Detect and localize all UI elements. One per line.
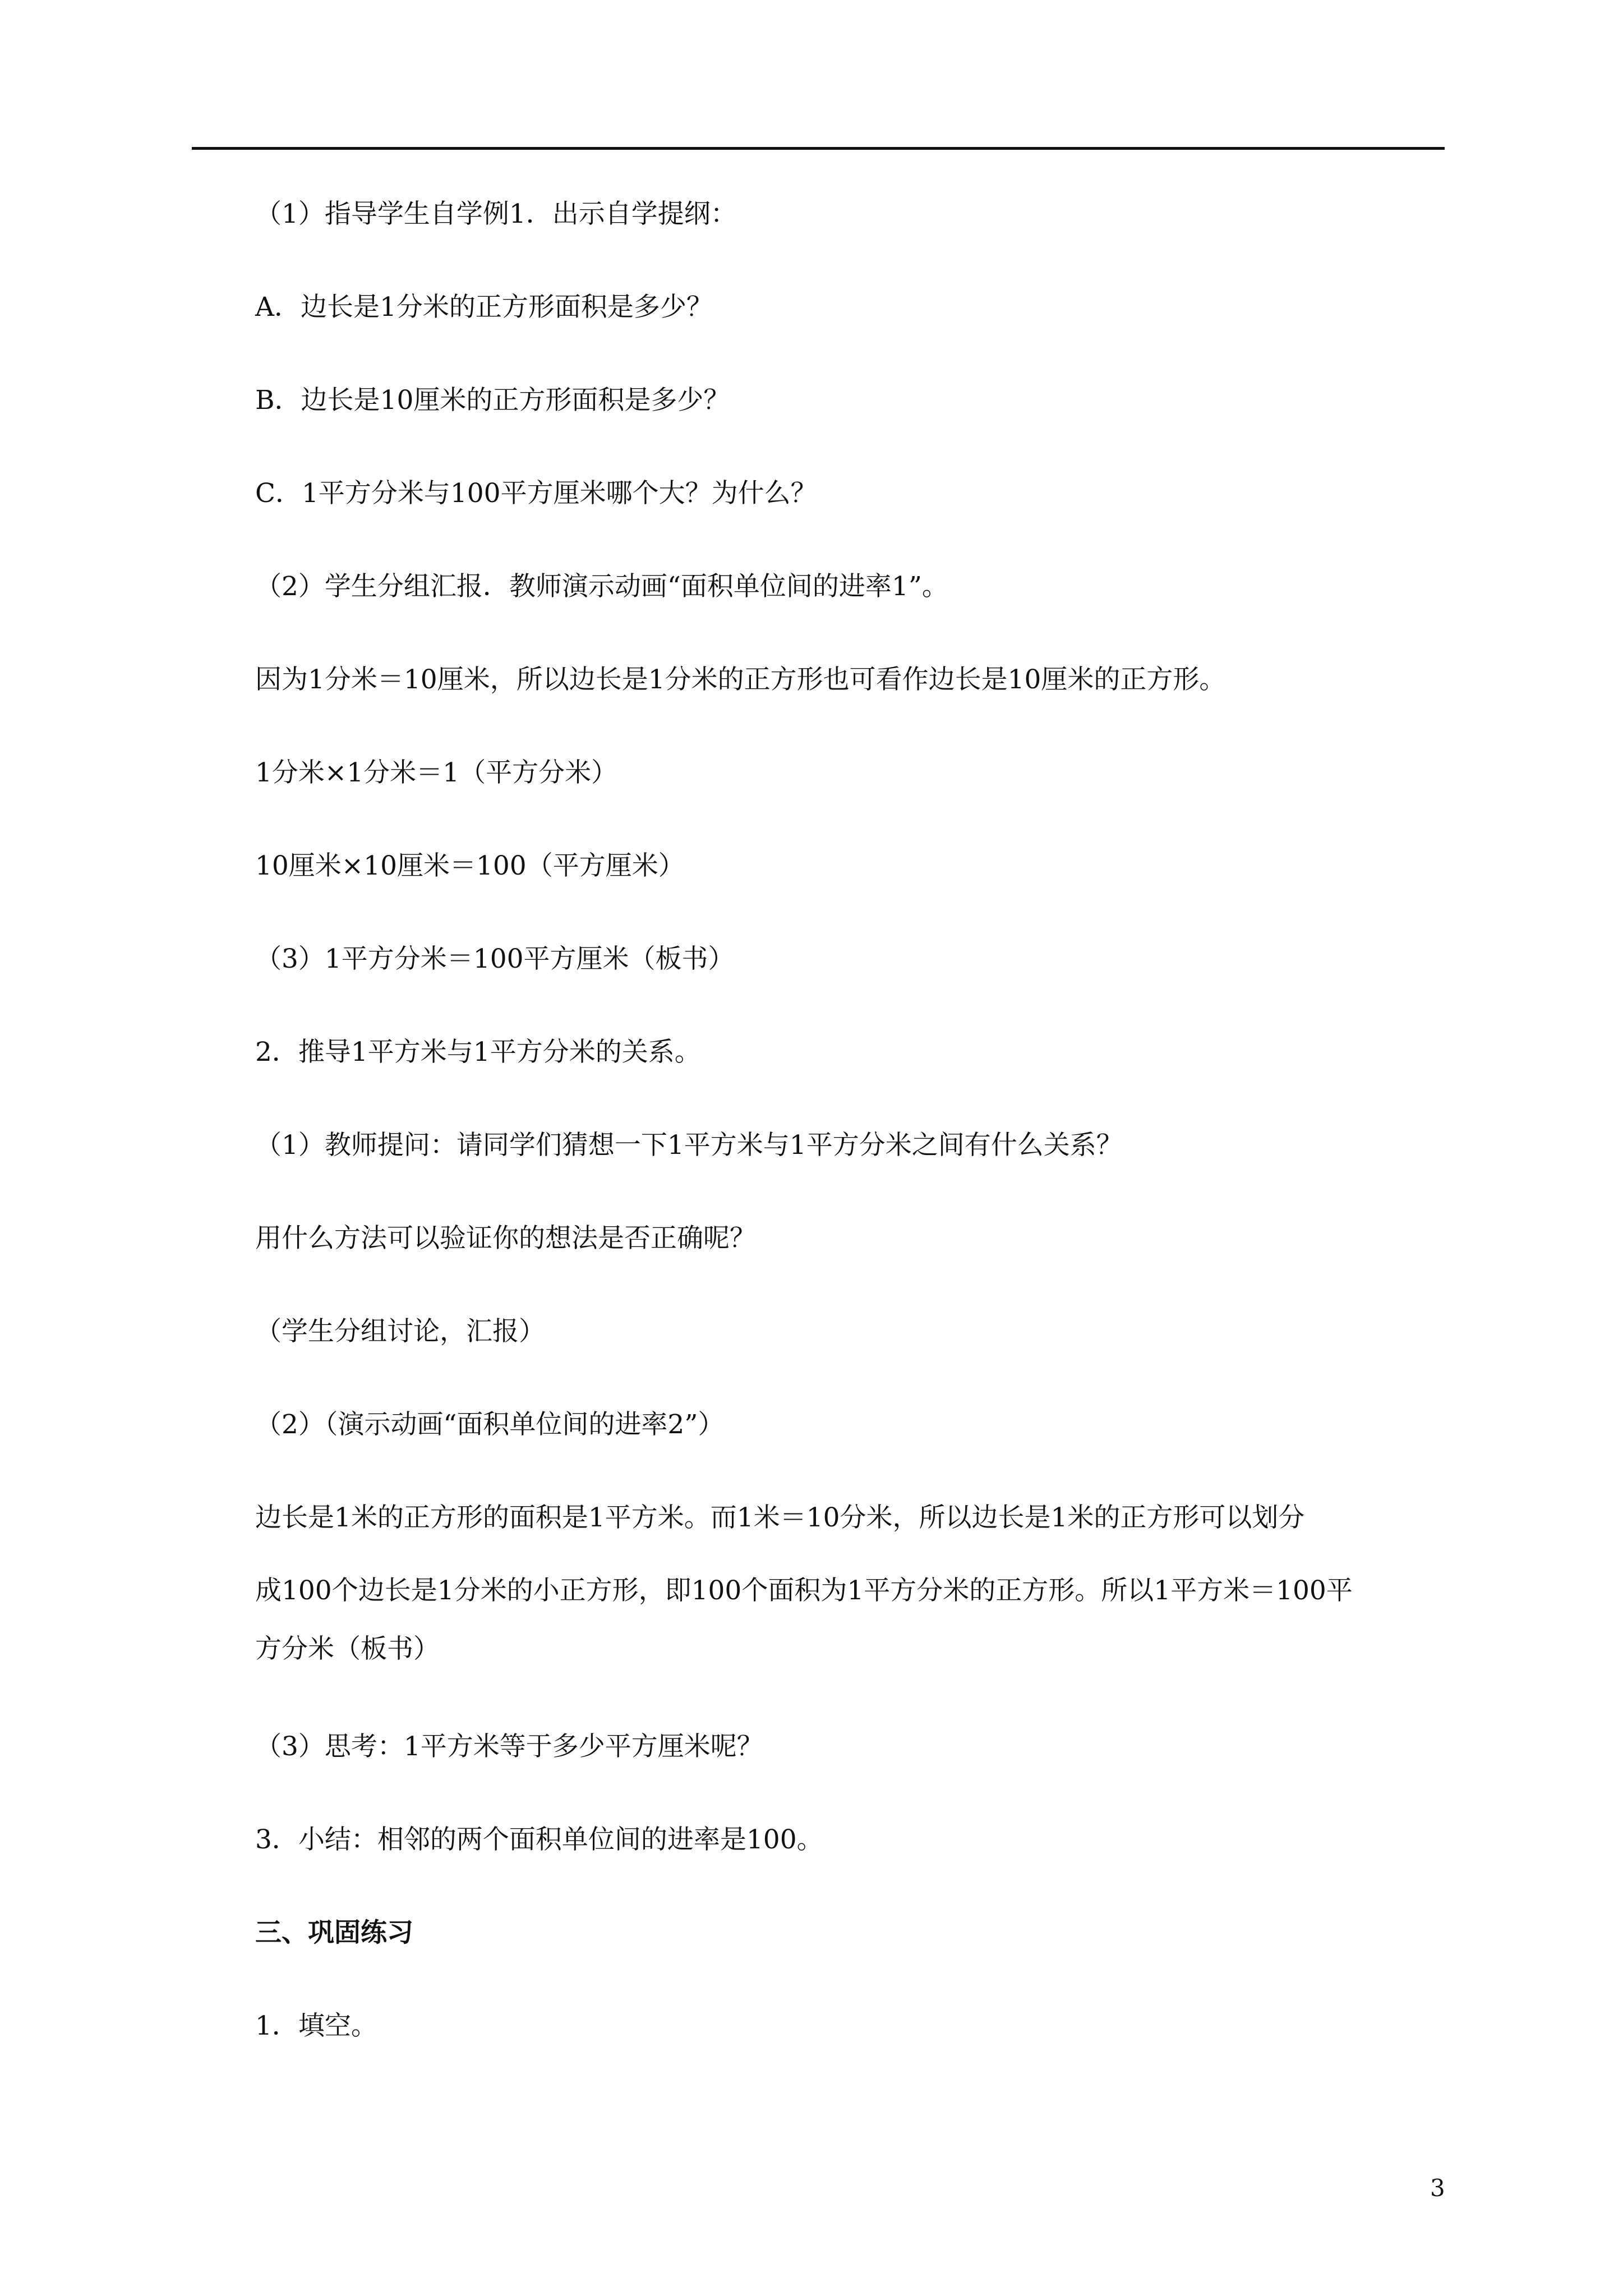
header-rule (192, 147, 1445, 150)
text-line-4: C．1平方分米与100平方厘米哪个大？为什么？ (255, 478, 817, 509)
text-line-17: 1．填空。 (255, 2010, 377, 2041)
text-line-9: （3）1平方分米＝100平方厘米（板书） (255, 944, 735, 974)
text-line-2: A．边长是1分米的正方形面积是多少？ (255, 292, 713, 323)
text-line-10: 2．推导1平方米与1平方分米的关系。 (255, 1037, 701, 1068)
text-line-16: 3．小结：相邻的两个面积单位间的进率是100。 (255, 1824, 823, 1855)
text-line-1: （1）指导学生自学例1．出示自学提纲： (255, 199, 737, 229)
paragraph-line-1: 边长是1米的正方形的面积是1平方米。而1米＝10分米，所以边长是1米的正方形可以划分 (255, 1502, 1305, 1533)
text-line-8: 10厘米×10厘米＝100（平方厘米） (255, 850, 685, 881)
text-line-15: （3）思考：1平方米等于多少平方厘米呢？ (255, 1731, 763, 1762)
text-line-3: B．边长是10厘米的正方形面积是多少？ (255, 385, 730, 416)
page-number: 3 (1430, 2174, 1445, 2202)
text-line-6: 因为1分米＝10厘米，所以边长是1分米的正方形也可看作边长是10厘米的正方形。 (255, 664, 1226, 695)
text-line-14: （2）（演示动画“面积单位间的进率2”） (255, 1409, 725, 1440)
text-line-11: （1）教师提问：请同学们猜想一下1平方米与1平方分米之间有什么关系？ (255, 1130, 1123, 1161)
paragraph-line-2: 成100个边长是1分米的小正方形，即100个面积为1平方分米的正方形。所以1平方米＝100平 (255, 1575, 1353, 1606)
text-line-7: 1分米×1分米＝1（平方分米） (255, 757, 618, 788)
section-heading: 三、巩固练习 (255, 1917, 413, 1948)
paragraph-line-3: 方分米（板书） (255, 1634, 440, 1664)
text-line-5: （2）学生分组汇报．教师演示动画“面积单位间的进率1”。 (255, 571, 948, 602)
text-line-13: （学生分组讨论，汇报） (255, 1316, 545, 1347)
text-line-12: 用什么方法可以验证你的想法是否正确呢？ (255, 1223, 756, 1254)
